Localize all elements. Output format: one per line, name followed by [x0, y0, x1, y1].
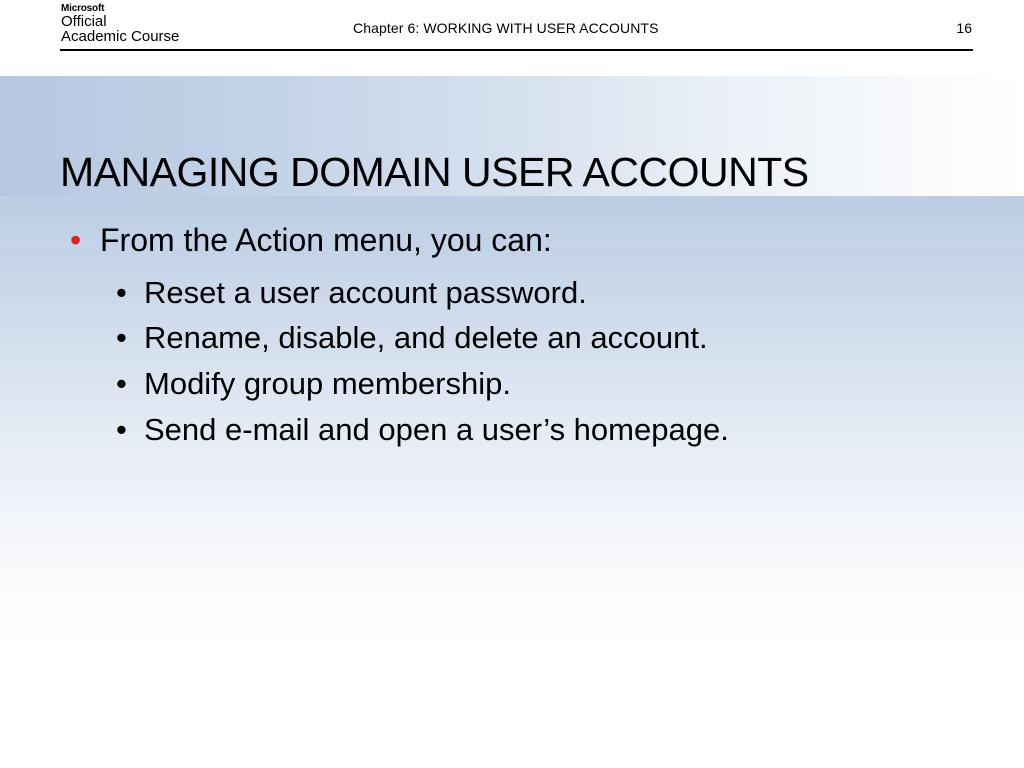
bullet-dot-icon: •	[116, 320, 127, 355]
logo-line-course: Academic Course	[61, 28, 180, 45]
slide-header	[0, 0, 1024, 76]
course-logo	[61, 4, 179, 44]
bullet-dot-icon: •	[116, 275, 127, 310]
bullet-dot-icon: •	[70, 222, 82, 258]
header-divider	[60, 49, 973, 51]
sub-bullet-item	[116, 320, 708, 356]
sub-bullet-text: Reset a user account password.	[144, 275, 587, 310]
bullet-dot-icon: •	[116, 412, 127, 447]
sub-bullet-item	[116, 366, 511, 402]
sub-bullet-text: Rename, disable, and delete an account.	[144, 320, 708, 355]
logo-brand: Microsoft	[61, 3, 105, 14]
bullet-text: From the Action menu, you can:	[100, 222, 552, 258]
slide-title: MANAGING DOMAIN USER ACCOUNTS	[60, 149, 809, 195]
bullet-item	[70, 222, 552, 259]
sub-bullet-item	[116, 275, 587, 311]
sub-bullet-item	[116, 412, 729, 448]
chapter-title: Chapter 6: WORKING WITH USER ACCOUNTS	[353, 20, 659, 36]
sub-bullet-text: Modify group membership.	[144, 366, 511, 401]
sub-bullet-text: Send e-mail and open a user’s homepage.	[144, 412, 729, 447]
page-number: 16	[956, 20, 972, 36]
logo-line-official: Official	[61, 13, 107, 30]
bullet-dot-icon: •	[116, 366, 127, 401]
